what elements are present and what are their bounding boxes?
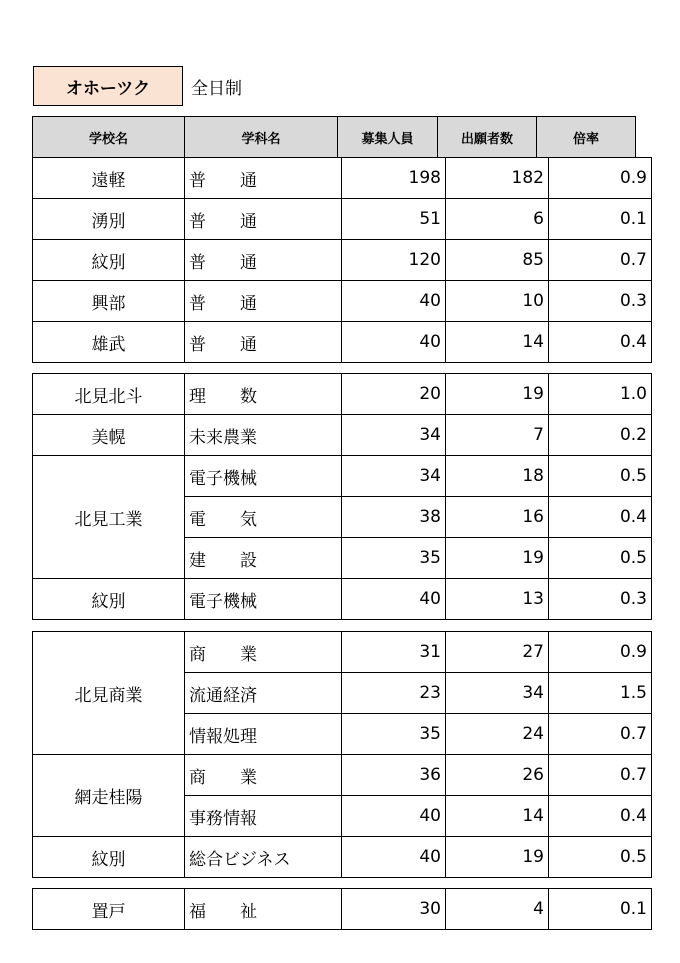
school-name-cell: 興部 [33,281,185,322]
department-cell: 未来農業 [185,415,342,456]
department-cell: 普 通 [185,199,342,240]
capacity-cell: 40 [342,837,446,878]
capacity-cell: 23 [342,673,446,714]
applicants-cell: 14 [446,796,549,837]
table-row [33,632,652,673]
applicants-cell: 85 [446,240,549,281]
department-cell: 電 気 [185,497,342,538]
capacity-cell: 40 [342,281,446,322]
applicants-cell: 13 [446,579,549,620]
ratio-cell: 0.9 [549,158,652,199]
capacity-cell: 31 [342,632,446,673]
table-row [33,456,652,497]
applicants-cell: 14 [446,322,549,363]
school-name-cell: 北見北斗 [33,374,185,415]
department-cell: 普 通 [185,240,342,281]
ratio-cell: 0.5 [549,837,652,878]
col-school-header: 学校名 [33,117,185,158]
applicants-cell: 4 [446,889,549,930]
department-cell: 流通経済 [185,673,342,714]
ratio-cell: 0.3 [549,579,652,620]
applicants-cell: 26 [446,755,549,796]
table-row [33,415,652,456]
applicants-cell: 27 [446,632,549,673]
ratio-cell: 0.4 [549,796,652,837]
ratio-cell: 0.1 [549,199,652,240]
ratio-cell: 0.1 [549,889,652,930]
department-cell: 情報処理 [185,714,342,755]
table-row [33,199,652,240]
ratio-cell: 0.4 [549,497,652,538]
department-cell: 電子機械 [185,456,342,497]
capacity-cell: 36 [342,755,446,796]
ratio-cell: 0.7 [549,714,652,755]
department-cell: 普 通 [185,281,342,322]
school-name-cell: 置戸 [33,889,185,930]
applicants-cell: 19 [446,538,549,579]
department-cell: 福 祉 [185,889,342,930]
applicants-cell: 34 [446,673,549,714]
ratio-cell: 0.7 [549,240,652,281]
department-cell: 普 通 [185,322,342,363]
department-cell: 商 業 [185,632,342,673]
col-dept-header: 学科名 [185,117,338,158]
ratio-cell: 1.5 [549,673,652,714]
course-type-label: 全日制 [191,79,242,99]
capacity-cell: 120 [342,240,446,281]
capacity-cell: 20 [342,374,446,415]
applicants-cell: 182 [446,158,549,199]
capacity-cell: 40 [342,322,446,363]
department-cell: 事務情報 [185,796,342,837]
applicants-cell: 24 [446,714,549,755]
capacity-cell: 30 [342,889,446,930]
ratio-cell: 0.4 [549,322,652,363]
school-name-cell: 紋別 [33,579,185,620]
capacity-cell: 34 [342,456,446,497]
capacity-cell: 38 [342,497,446,538]
table-row [33,322,652,363]
ratio-cell: 0.9 [549,632,652,673]
region-label: オホーツク [33,66,183,106]
capacity-cell: 40 [342,796,446,837]
ratio-cell: 0.7 [549,755,652,796]
header-table [32,116,636,158]
ratio-cell: 1.0 [549,374,652,415]
capacity-cell: 51 [342,199,446,240]
department-cell: 電子機械 [185,579,342,620]
applicants-cell: 16 [446,497,549,538]
capacity-cell: 35 [342,538,446,579]
table-row [33,837,652,878]
table-row [33,755,652,796]
department-cell: 理 数 [185,374,342,415]
department-cell: 普 通 [185,158,342,199]
school-name-cell: 北見商業 [33,632,185,755]
col-applicants-header: 出願者数 [438,117,537,158]
col-capacity-header: 募集人員 [338,117,438,158]
capacity-cell: 35 [342,714,446,755]
ratio-cell: 0.5 [549,538,652,579]
school-name-cell: 北見工業 [33,456,185,579]
table-row [33,281,652,322]
school-name-cell: 紋別 [33,837,185,878]
department-cell: 商 業 [185,755,342,796]
applicants-cell: 7 [446,415,549,456]
school-group-table [32,631,652,878]
table-row [33,579,652,620]
table-row [33,889,652,930]
col-ratio-header: 倍率 [537,117,636,158]
ratio-cell: 0.2 [549,415,652,456]
ratio-cell: 0.5 [549,456,652,497]
school-name-cell: 雄武 [33,322,185,363]
school-group-table [32,373,652,620]
school-name-cell: 紋別 [33,240,185,281]
applicants-cell: 19 [446,374,549,415]
applicants-cell: 10 [446,281,549,322]
school-name-cell: 湧別 [33,199,185,240]
school-group-table [32,888,652,930]
header-row [33,117,636,158]
applicants-cell: 18 [446,456,549,497]
table-row [33,374,652,415]
table-row [33,158,652,199]
applicants-cell: 6 [446,199,549,240]
school-group-table [32,157,652,363]
table-row [33,240,652,281]
department-cell: 総合ビジネス [185,837,342,878]
department-cell: 建 設 [185,538,342,579]
capacity-cell: 40 [342,579,446,620]
ratio-cell: 0.3 [549,281,652,322]
school-name-cell: 美幌 [33,415,185,456]
capacity-cell: 198 [342,158,446,199]
school-name-cell: 遠軽 [33,158,185,199]
school-name-cell: 網走桂陽 [33,755,185,837]
applicants-cell: 19 [446,837,549,878]
capacity-cell: 34 [342,415,446,456]
